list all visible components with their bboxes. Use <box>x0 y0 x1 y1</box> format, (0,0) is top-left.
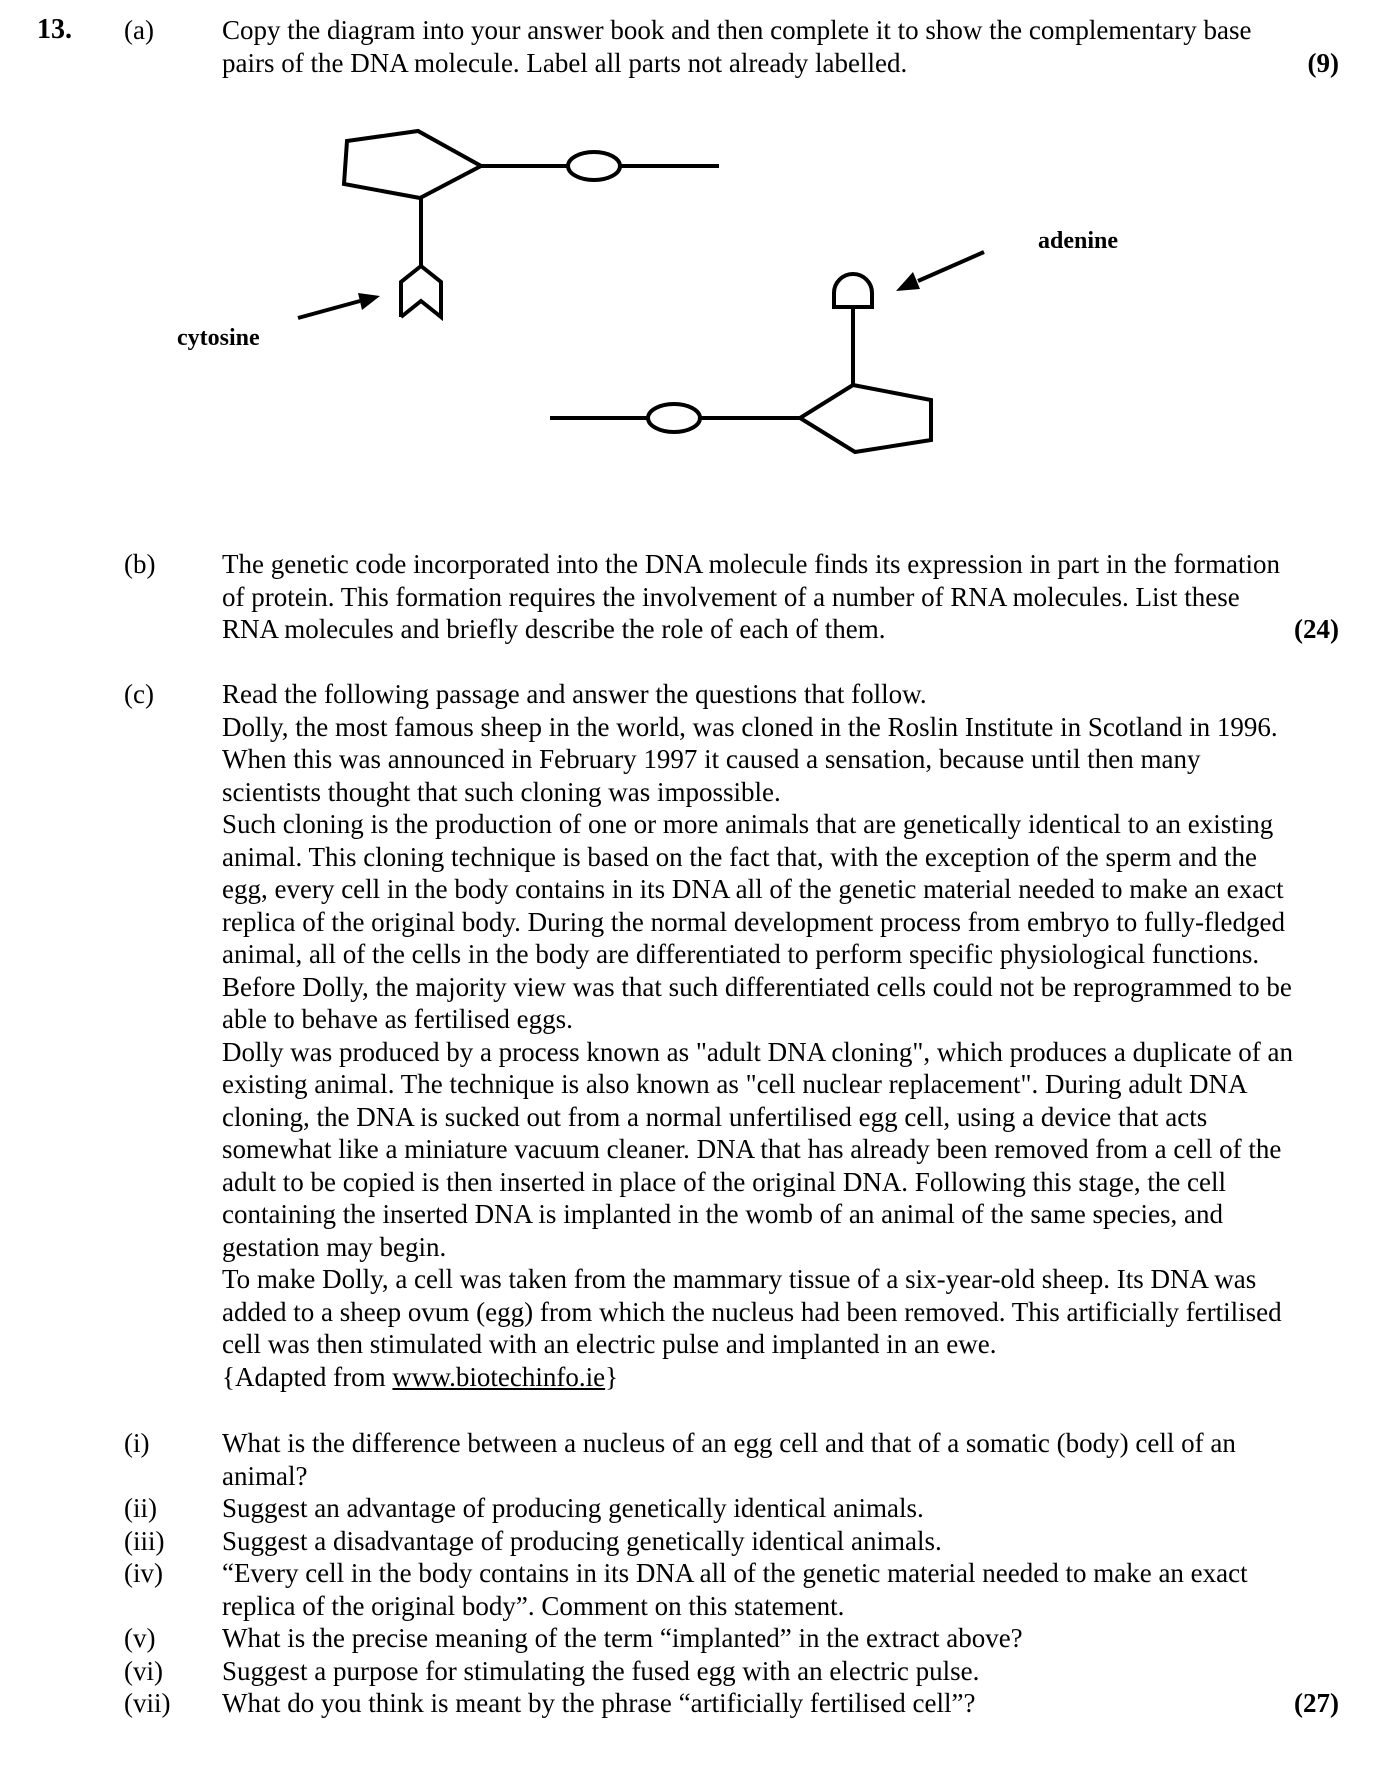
sub-question-label: (iv) <box>124 1558 163 1588</box>
cytosine-base-shape <box>401 266 441 317</box>
top-phosphate-circle <box>568 152 620 180</box>
top-sugar-pentagon <box>344 131 481 198</box>
text-line: added to a sheep ovum (egg) from which the nucleus had been removed. This artificially fertilised <box>222 1296 1282 1327</box>
sub-question-label: (vi) <box>124 1655 163 1686</box>
sub-question-ii <box>124 1492 1364 1525</box>
sub-question-text: What do you think is meant by the phrase “artificially fertilised cell”? <box>222 1688 976 1718</box>
sub-question-text: replica of the original body”. Comment on this statement. <box>222 1590 845 1621</box>
text-line: existing animal. The technique is also known as "cell nuclear replacement". During adult DNA <box>222 1069 1248 1099</box>
cytosine-label: cytosine <box>177 325 260 351</box>
text-line: animal. This cloning technique is based on the fact that, with the exception of the sperm and the <box>222 841 1257 872</box>
text-line: replica of the original body. During the normal development process from embryo to fully-fledged <box>222 906 1285 937</box>
text-line: When this was announced in February 1997 it caused a sensation, because until then many <box>222 744 1201 774</box>
adenine-base-shape <box>834 274 872 307</box>
bottom-sugar-pentagon <box>800 385 931 452</box>
sub-question-text: “Every cell in the body contains in its DNA all of the genetic material needed to make an exact <box>222 1558 1248 1588</box>
sub-question-vi <box>124 1655 1364 1688</box>
dna-diagram <box>0 0 1391 520</box>
text-line: adult to be copied is then inserted in place of the original DNA. Following this stage, the cell <box>222 1166 1227 1197</box>
sub-question-vii <box>124 1687 1364 1720</box>
sub-question-i <box>124 1427 1364 1460</box>
text-line: egg, every cell in the body contains in its DNA all of the genetic material needed to make an exact <box>222 874 1284 904</box>
sub-question-label: (vii) <box>124 1688 171 1718</box>
adenine-label: adenine <box>1038 228 1119 254</box>
text-line: RNA molecules and briefly describe the role of each of them. <box>222 614 886 644</box>
text-line: able to behave as fertilised eggs. <box>222 1004 573 1034</box>
text-line: pairs of the DNA molecule. Label all parts not already labelled. <box>222 47 908 78</box>
cytosine-arrowhead <box>358 293 380 310</box>
text-line: somewhat like a miniature vacuum cleaner. DNA that has already been removed from a cell of the <box>222 1134 1282 1164</box>
part-b-marks: (24) <box>1294 614 1339 644</box>
source-link[interactable]: www.biotechinfo.ie <box>392 1361 606 1392</box>
part-b-label: (b) <box>124 549 156 579</box>
part-c-marks: (27) <box>1294 1688 1339 1718</box>
source-citation <box>222 1361 1342 1394</box>
text-line: of protein. This formation requires the involvement of a number of RNA molecules. List these <box>222 581 1240 612</box>
text-line: animal, all of the cells in the body are differentiated to perform specific physiological functions. <box>222 939 1260 969</box>
cytosine-arrow-line <box>298 301 360 318</box>
part-a-label: (a) <box>124 15 154 45</box>
text-line: The genetic code incorporated into the DNA molecule finds its expression in part in the formation <box>222 549 1280 579</box>
text-line: gestation may begin. <box>222 1231 447 1262</box>
text-line: Before Dolly, the majority view was that such differentiated cells could not be reprogrammed to be <box>222 971 1292 1002</box>
text-line: Read the following passage and answer the questions that follow. <box>222 679 927 709</box>
text-line: Copy the diagram into your answer book and then complete it to show the complementary base <box>222 15 1252 45</box>
sub-question-text: What is the precise meaning of the term “implanted” in the extract above? <box>222 1623 1023 1653</box>
sub-question-text: Suggest a purpose for stimulating the fused egg with an electric pulse. <box>222 1655 980 1686</box>
adenine-arrowhead <box>896 272 920 291</box>
sub-questions <box>124 1427 1364 1720</box>
sub-question-text: What is the difference between a nucleus of an egg cell and that of a somatic (body) cell of an <box>222 1428 1236 1458</box>
part-c-passage <box>222 678 1342 1393</box>
text-line: cell was then stimulated with an electric pulse and implanted in an ewe. <box>222 1329 997 1359</box>
part-b-text <box>222 548 1342 646</box>
bottom-phosphate-circle <box>648 404 700 432</box>
part-c-label: (c) <box>124 679 154 709</box>
sub-question-label: (v) <box>124 1623 156 1653</box>
sub-question-label: (iii) <box>124 1525 165 1556</box>
sub-question-text: animal? <box>222 1460 308 1491</box>
source-prefix: {Adapted from <box>222 1361 393 1392</box>
sub-question-i-cont <box>124 1460 1364 1493</box>
text-line: Dolly, the most famous sheep in the world, was cloned in the Roslin Institute in Scotland in 1996. <box>222 711 1278 742</box>
sub-question-iv <box>124 1557 1364 1590</box>
sub-question-label: (ii) <box>124 1493 157 1523</box>
text-line: To make Dolly, a cell was taken from the mammary tissue of a six-year-old sheep. Its DNA was <box>222 1264 1257 1294</box>
sub-question-iv-cont <box>124 1590 1364 1623</box>
sub-question-text: Suggest an advantage of producing genetically identical animals. <box>222 1493 924 1523</box>
sub-question-text: Suggest a disadvantage of producing genetically identical animals. <box>222 1525 942 1556</box>
part-a-marks: (9) <box>1307 48 1339 78</box>
text-line: Dolly was produced by a process known as "adult DNA cloning", which produces a duplicate of an <box>222 1036 1294 1067</box>
sub-question-v <box>124 1622 1364 1655</box>
sub-question-label: (i) <box>124 1428 150 1458</box>
text-line: cloning, the DNA is sucked out from a normal unfertilised egg cell, using a device that acts <box>222 1101 1208 1132</box>
text-line: containing the inserted DNA is implanted in the womb of an animal of the same species, and <box>222 1199 1224 1229</box>
text-line: Such cloning is the production of one or more animals that are genetically identical to an existing <box>222 809 1274 839</box>
source-suffix: } <box>605 1361 619 1392</box>
sub-question-iii <box>124 1525 1364 1558</box>
question-number: 13. <box>37 14 72 45</box>
text-line: scientists thought that such cloning was impossible. <box>222 776 781 807</box>
adenine-arrow-line <box>918 252 984 281</box>
